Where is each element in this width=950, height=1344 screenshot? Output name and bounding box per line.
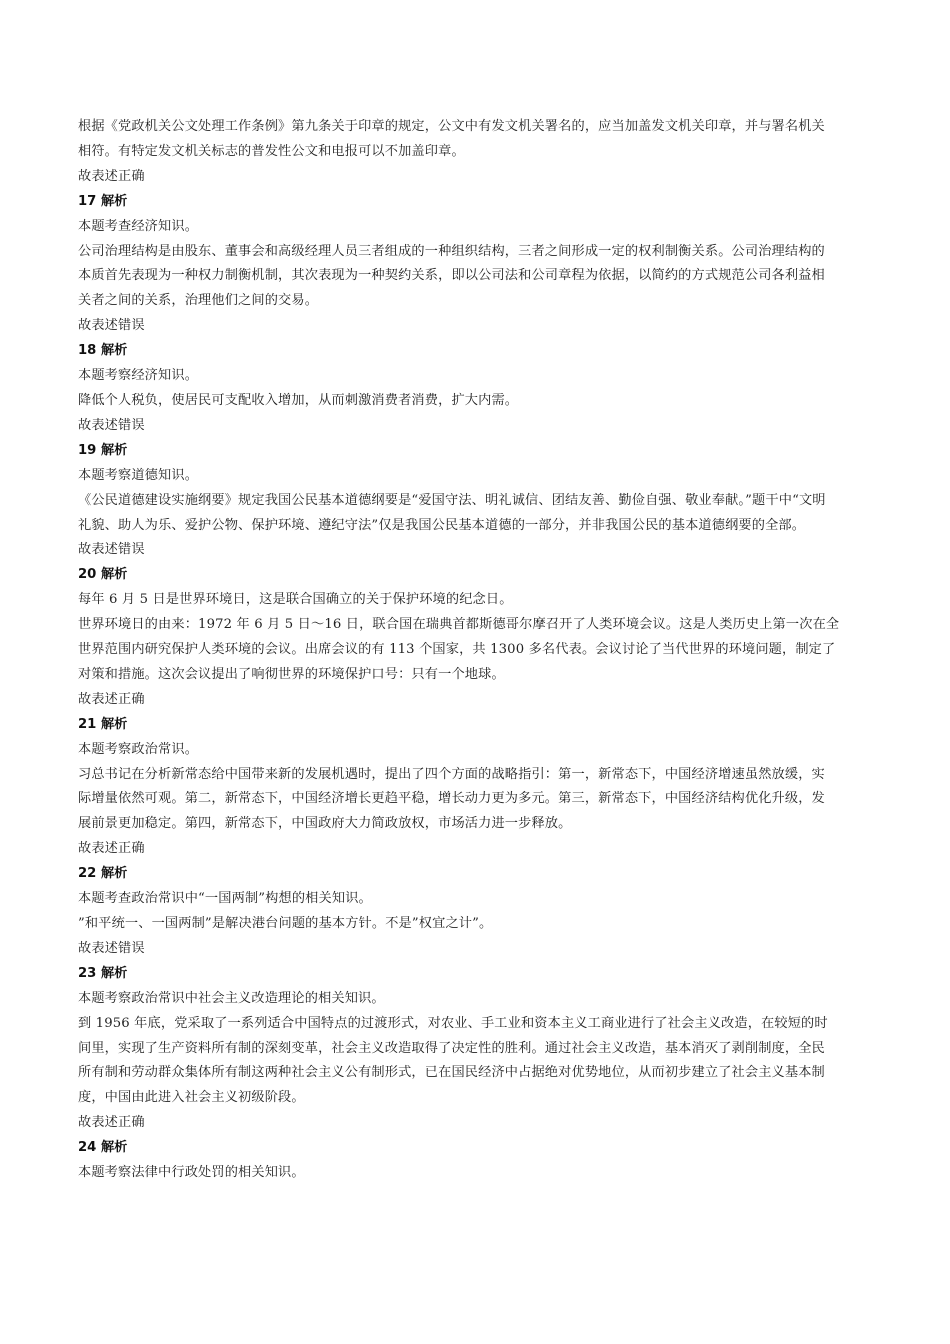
text-line: 所有制和劳动群众集体所有制这两种社会主义公有制形式，已在国民经济中占据绝对优势地位，从而初步建立了社会主义基本制	[78, 1065, 825, 1081]
answer-heading: 23 解析	[78, 965, 128, 981]
paragraph	[78, 912, 882, 937]
text-line: 本题考察道德知识。	[78, 467, 199, 483]
paragraph	[78, 1161, 882, 1186]
paragraph	[78, 887, 882, 912]
answer-heading: 19 解析	[78, 442, 128, 458]
text-line: 故表述错误	[78, 940, 145, 956]
paragraph	[78, 538, 882, 563]
text-line: 关者之间的关系，治理他们之间的交易。	[78, 293, 319, 309]
text-line: 本题考察政治常识。	[78, 741, 199, 757]
text-line: 本题考察法律中行政处罚的相关知识。	[78, 1165, 305, 1181]
text-line: 故表述错误	[78, 417, 145, 433]
paragraph	[78, 389, 882, 414]
text-line: 故表述正确	[78, 691, 145, 707]
paragraph	[78, 937, 882, 962]
text-line: 本题考察政治常识中社会主义改造理论的相关知识。	[78, 990, 385, 1006]
text-line: 展前景更加稳定。第四，新常态下，中国政府大力简政放权，市场活力进一步释放。	[78, 816, 572, 832]
text-line: 故表述正确	[78, 841, 145, 857]
answer-heading: 22 解析	[78, 866, 128, 882]
text-line: 到 1956 年底，党采取了一系列适合中国特点的过渡形式，对农业、手工业和资本主义工商业进行了社会主义改造，在较短的时	[78, 1015, 828, 1031]
answer-heading: 20 解析	[78, 567, 128, 583]
paragraph	[78, 464, 882, 489]
answer-heading: 18 解析	[78, 343, 128, 359]
text-line: 故表述正确	[78, 168, 145, 184]
paragraph	[78, 314, 882, 339]
text-line: 对策和措施。这次会议提出了响彻世界的环境保护口号：只有一个地球。	[78, 666, 505, 682]
document-page	[78, 115, 882, 1186]
paragraph	[78, 1111, 882, 1136]
paragraph	[78, 165, 882, 190]
paragraph	[78, 240, 882, 315]
paragraph	[78, 1012, 882, 1112]
text-line: ”和平统一、一国两制”是解决港台问题的基本方针。不是”权宜之计”。	[78, 916, 493, 931]
text-line: 相符。有特定发文机关标志的普发性公文和电报可以不加盖印章。	[78, 143, 465, 159]
paragraph	[78, 837, 882, 862]
text-line: 度，中国由此进入社会主义初级阶段。	[78, 1090, 305, 1106]
answer-heading: 21 解析	[78, 716, 128, 732]
answer-heading: 17 解析	[78, 193, 128, 209]
text-line: 际增量依然可观。第二，新常态下，中国经济增长更趋平稳，增长动力更为多元。第三，新常态下，中国经济结构优化升级，发	[78, 791, 825, 807]
text-line: 公司治理结构是由股东、董事会和高级经理人员三者组成的一种组织结构，三者之间形成一定的权利制衡关系。公司治理结构的	[78, 243, 825, 259]
text-line: 根据《党政机关公文处理工作条例》第九条关于印章的规定，公文中有发文机关署名的，应当加盖发文机关印章，并与署名机关	[78, 119, 825, 134]
text-line: 本题考察经济知识。	[78, 368, 199, 384]
paragraph	[78, 688, 882, 713]
paragraph	[78, 489, 882, 539]
text-line: 故表述正确	[78, 1115, 145, 1131]
paragraph	[78, 215, 882, 240]
paragraph	[78, 115, 882, 165]
text-line: 故表述错误	[78, 542, 145, 558]
paragraph	[78, 588, 882, 613]
text-line: 本质首先表现为一种权力制衡机制，其次表现为一种契约关系，即以公司法和公司章程为依据，以简约的方式规范公司各利益相	[78, 268, 825, 284]
paragraph	[78, 763, 882, 838]
paragraph	[78, 364, 882, 389]
paragraph	[78, 987, 882, 1012]
text-line: 本题考查经济知识。	[78, 218, 199, 234]
text-line: 故表述错误	[78, 318, 145, 334]
text-line: 每年 6 月 5 日是世界环境日，这是联合国确立的关于保护环境的纪念日。	[78, 592, 513, 608]
paragraph	[78, 738, 882, 763]
text-line: 礼貌、助人为乐、爱护公物、保护环境、遵纪守法”仅是我国公民基本道德的一部分，并非我国公民的基本道德纲要的全部。	[78, 517, 806, 533]
text-line: 世界环境日的由来：1972 年 6 月 5 日～16 日，联合国在瑞典首都斯德哥尔摩召开了人类环境会议。这是人类历史上第一次在全	[78, 617, 840, 633]
text-line: 间里，实现了生产资料所有制的深刻变革，社会主义改造取得了决定性的胜利。通过社会主义改造，基本消灭了剥削制度，全民	[78, 1040, 825, 1056]
text-line: 习总书记在分析新常态给中国带来新的发展机遇时，提出了四个方面的战略指引：第一，新常态下，中国经济增速虽然放缓，实	[78, 766, 825, 782]
paragraph	[78, 613, 882, 688]
text-line: 《公民道德建设实施纲要》规定我国公民基本道德纲要是“爱国守法、明礼诚信、团结友善、勤俭自强、敬业奉献。”题干中“文明	[78, 492, 826, 508]
text-line: 世界范围内研究保护人类环境的会议。出席会议的有 113 个国家，共 1300 多名代表。会议讨论了当代世界的环境问题，制定了	[78, 642, 836, 658]
paragraph	[78, 414, 882, 439]
text-line: 降低个人税负，使居民可支配收入增加，从而刺激消费者消费，扩大内需。	[78, 392, 519, 408]
text-line: 本题考查政治常识中“一国两制”构想的相关知识。	[78, 891, 372, 907]
answer-heading: 24 解析	[78, 1140, 128, 1156]
